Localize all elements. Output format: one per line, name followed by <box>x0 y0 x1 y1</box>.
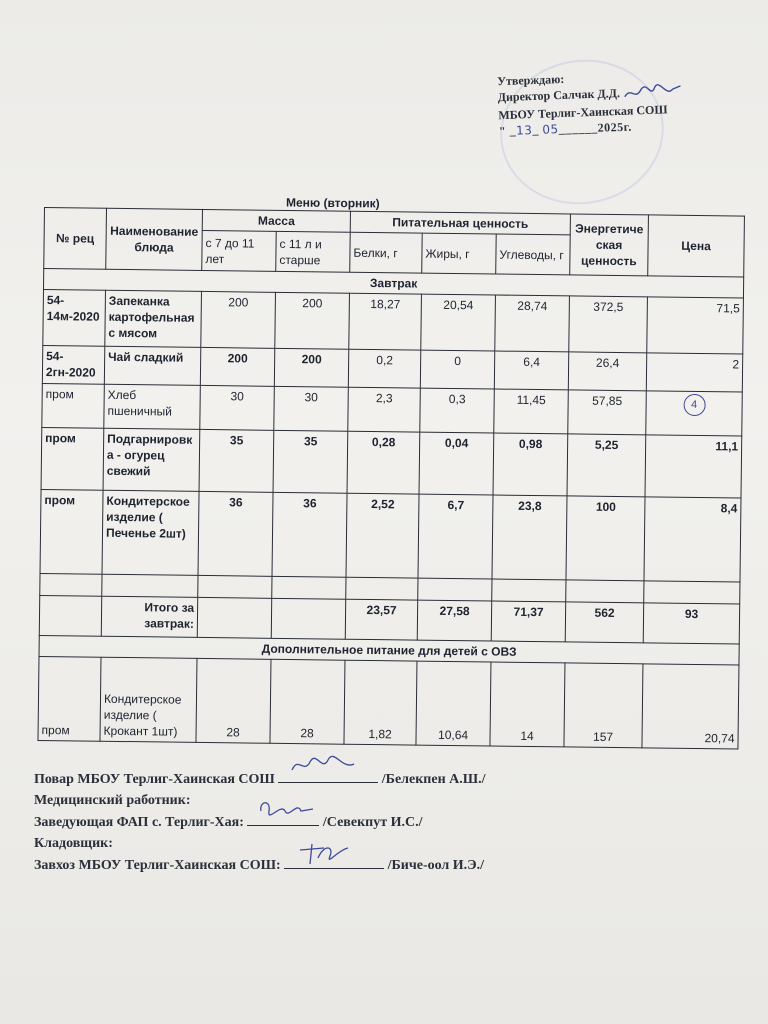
header-protein: Белки, г <box>350 232 422 273</box>
approval-block <box>497 67 684 140</box>
table-row: пром Кондитерское изделие ( Крокант 1шт) 28 28 1,82 10,64 14 157 20,74 <box>38 656 739 749</box>
handwritten-price-mark: 4 <box>683 394 705 416</box>
header-name: Наименование блюда <box>106 208 203 270</box>
menu-title: Меню (вторник) <box>285 195 380 211</box>
total-label: Итого за завтрак: <box>101 596 197 637</box>
header-price: Цена <box>648 215 745 277</box>
menu-table <box>37 207 744 750</box>
approval-title: Утверждаю: <box>496 71 565 89</box>
table-row: пром Кондитерское изделие ( Печенье 2шт) 36 36 2,52 6,7 23,8 100 8,4 <box>40 489 741 582</box>
header-mass: Масса <box>202 209 350 232</box>
header-mass-7-11: с 7 до 11 лет <box>202 230 276 271</box>
supply-signature <box>284 854 384 869</box>
medic-line: Медицинский работник: <box>34 792 191 808</box>
cook-signature <box>278 768 378 783</box>
approval-director: Директор Салчак Д.Д. <box>497 83 683 108</box>
table-row: 54-2гн-2020 Чай сладкий 200 200 0,2 0 6,4 26,4 2 <box>42 345 742 392</box>
menu-table-wrap <box>37 207 743 750</box>
signatures-block <box>34 768 486 877</box>
table-row: пром Подгарнировка - огурец свежий 35 35 0,28 0,04 0,98 5,25 11,1 <box>41 427 742 498</box>
storekeeper-line: Кладовщик: <box>34 835 113 851</box>
header-nutrition: Питательная ценность <box>350 211 570 235</box>
fap-line: Заведующая ФАП с. Терлиг-Хая: /Севекпут И.С./ <box>34 811 486 834</box>
cook-line: Повар МБОУ Терлиг-Хаинская СОШ /Белекпен А.Ш./ <box>34 768 486 791</box>
header-mass-11-plus: с 11 л и старше <box>276 231 350 272</box>
approval-date: " _13_ 05______2025г. <box>498 119 632 139</box>
section-extra: Дополнительное питание для детей с ОВЗ <box>39 635 739 665</box>
table-row: пром Хлеб пшеничный 30 30 2,3 0,3 11,45 57,85 4 <box>42 383 743 436</box>
cook-signature-icon <box>288 754 358 776</box>
supply-line: Завхоз МБОУ Терлиг-Хаинская СОШ: /Биче-оол И.Э./ <box>34 854 486 877</box>
fap-signature <box>247 811 319 826</box>
fap-signature-icon <box>257 797 317 819</box>
header-carbs: Углеводы, г <box>496 234 570 275</box>
header-rec: № рец <box>44 208 107 270</box>
director-signature-icon <box>623 83 684 103</box>
approval-school: МБОУ Терлиг-Хаинская СОШ <box>498 102 668 123</box>
supply-signature-icon <box>294 840 354 866</box>
header-fat: Жиры, г <box>422 233 496 274</box>
table-row: 54-14м-2020 Запеканка картофельная с мясом 200 200 18,27 20,54 28,74 372,5 71,5 <box>43 289 744 354</box>
section-breakfast: Завтрак <box>43 269 743 299</box>
header-energy: Энергетическая ценность <box>570 214 649 276</box>
total-row: Итого за завтрак: 23,57 27,58 71,37 562 93 <box>39 595 739 644</box>
